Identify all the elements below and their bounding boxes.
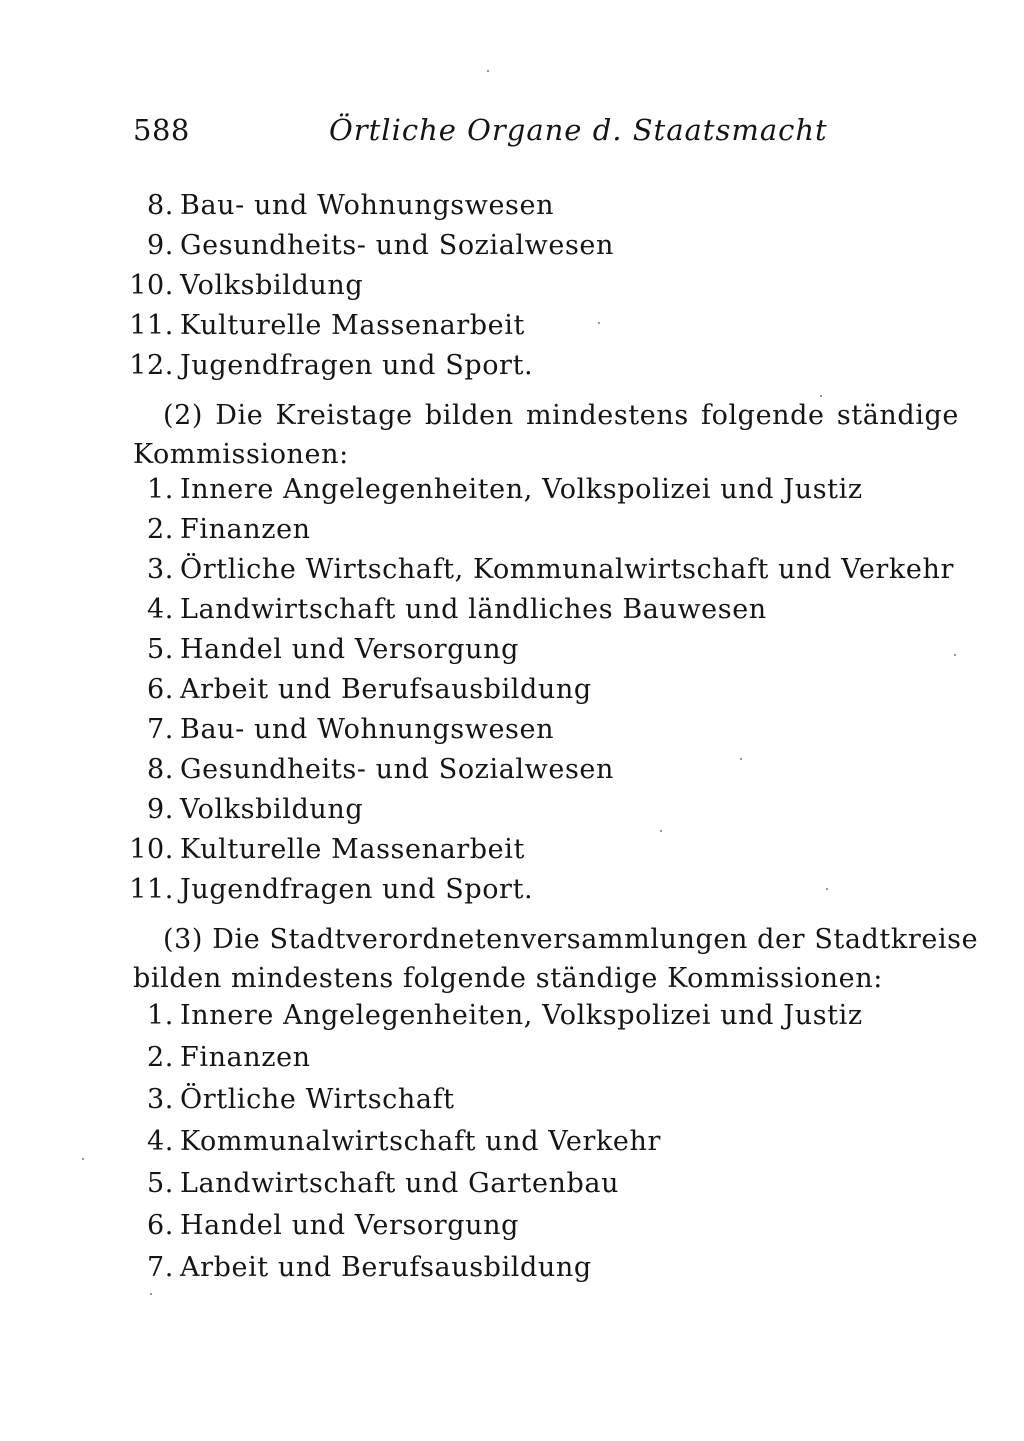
list-item	[0, 470, 1024, 510]
list-item	[0, 510, 1024, 550]
item-number: 1.	[147, 1000, 174, 1031]
item-number: 8.	[147, 754, 174, 785]
item-label: Finanzen	[180, 1042, 311, 1073]
item-number: 3.	[147, 554, 174, 585]
paragraph-line: Kommissionen:	[133, 439, 349, 470]
item-number: 8.	[147, 190, 174, 221]
scan-speck	[82, 1158, 84, 1160]
page-header	[133, 113, 828, 157]
item-label: Jugendfragen und Sport.	[180, 350, 534, 381]
item-number: 1.	[147, 474, 174, 505]
scan-speck	[598, 322, 600, 324]
list-item	[0, 1037, 1024, 1079]
list-item	[0, 750, 1024, 790]
item-number: 12.	[129, 350, 174, 381]
item-number: 10.	[129, 270, 174, 301]
list-item	[0, 670, 1024, 710]
running-title: Örtliche Organe d. Staatsmacht	[329, 113, 828, 147]
list-item	[0, 590, 1024, 630]
item-number: 2.	[147, 1042, 174, 1073]
item-number: 5.	[147, 1168, 174, 1199]
item-number: 2.	[147, 514, 174, 545]
list-item	[0, 1121, 1024, 1163]
item-number: 6.	[147, 1210, 174, 1241]
list-item	[0, 550, 1024, 590]
paragraph-line: (2) Die Kreistage bilden mindestens folgende ständige	[163, 400, 959, 431]
item-label: Finanzen	[180, 514, 311, 545]
item-number: 6.	[147, 674, 174, 705]
scan-speck	[954, 654, 956, 656]
item-number: 11.	[129, 310, 174, 341]
item-number: 3.	[147, 1084, 174, 1115]
scan-speck	[820, 395, 822, 397]
item-label: Handel und Versorgung	[180, 634, 520, 665]
paragraph-line: bilden mindestens folgende ständige Kommissionen:	[133, 963, 883, 994]
kreistage-commission-list	[0, 470, 1024, 910]
list-item	[0, 346, 1024, 386]
list-item	[0, 995, 1024, 1037]
list-item	[0, 266, 1024, 306]
item-number: 7.	[147, 714, 174, 745]
list-item	[0, 1163, 1024, 1205]
scan-speck	[826, 888, 828, 890]
paragraph-kreistage	[133, 396, 959, 474]
list-item	[0, 630, 1024, 670]
list-item	[0, 1205, 1024, 1247]
list-item	[0, 790, 1024, 830]
list-item	[0, 870, 1024, 910]
item-label: Landwirtschaft und Gartenbau	[180, 1168, 620, 1199]
item-number: 5.	[147, 634, 174, 665]
list-item	[0, 186, 1024, 226]
list-item	[0, 306, 1024, 346]
item-number: 9.	[147, 230, 174, 261]
item-number: 10.	[129, 834, 174, 865]
item-label: Kulturelle Massenarbeit	[180, 834, 525, 865]
scan-speck	[487, 70, 489, 72]
item-label: Jugendfragen und Sport.	[180, 874, 534, 905]
item-label: Handel und Versorgung	[180, 1210, 520, 1241]
commission-list-continued	[0, 186, 1024, 386]
list-item	[0, 226, 1024, 266]
list-item	[0, 1079, 1024, 1121]
item-label: Arbeit und Berufsausbildung	[180, 674, 592, 705]
item-label: Gesundheits- und Sozialwesen	[180, 230, 614, 261]
item-label: Arbeit und Berufsausbildung	[180, 1252, 592, 1283]
list-item	[0, 710, 1024, 750]
item-number: 4.	[147, 1126, 174, 1157]
paragraph-stadtverordnete	[133, 920, 979, 998]
item-label: Bau- und Wohnungswesen	[180, 190, 555, 221]
item-label: Gesundheits- und Sozialwesen	[180, 754, 614, 785]
item-label: Örtliche Wirtschaft, Kommunalwirtschaft und Verkehr	[180, 554, 954, 585]
scan-speck	[660, 830, 662, 832]
item-label: Landwirtschaft und ländliches Bauwesen	[180, 594, 767, 625]
item-label: Kommunalwirtschaft und Verkehr	[180, 1126, 661, 1157]
list-item	[0, 830, 1024, 870]
list-item	[0, 1247, 1024, 1289]
item-label: Örtliche Wirtschaft	[180, 1084, 455, 1115]
item-number: 7.	[147, 1252, 174, 1283]
stadtkreise-commission-list	[0, 995, 1024, 1289]
item-label: Innere Angelegenheiten, Volkspolizei und Justiz	[180, 1000, 863, 1031]
paragraph-line: (3) Die Stadtverordnetenversammlungen der Stadtkreise	[163, 924, 979, 955]
scan-speck	[740, 758, 742, 760]
item-label: Volksbildung	[180, 270, 364, 301]
item-label: Innere Angelegenheiten, Volkspolizei und Justiz	[180, 474, 863, 505]
item-label: Volksbildung	[180, 794, 364, 825]
item-label: Kulturelle Massenarbeit	[180, 310, 525, 341]
page-number: 588	[133, 113, 190, 147]
item-label: Bau- und Wohnungswesen	[180, 714, 555, 745]
item-number: 11.	[129, 874, 174, 905]
item-number: 4.	[147, 594, 174, 625]
scan-speck	[150, 1293, 152, 1295]
item-number: 9.	[147, 794, 174, 825]
